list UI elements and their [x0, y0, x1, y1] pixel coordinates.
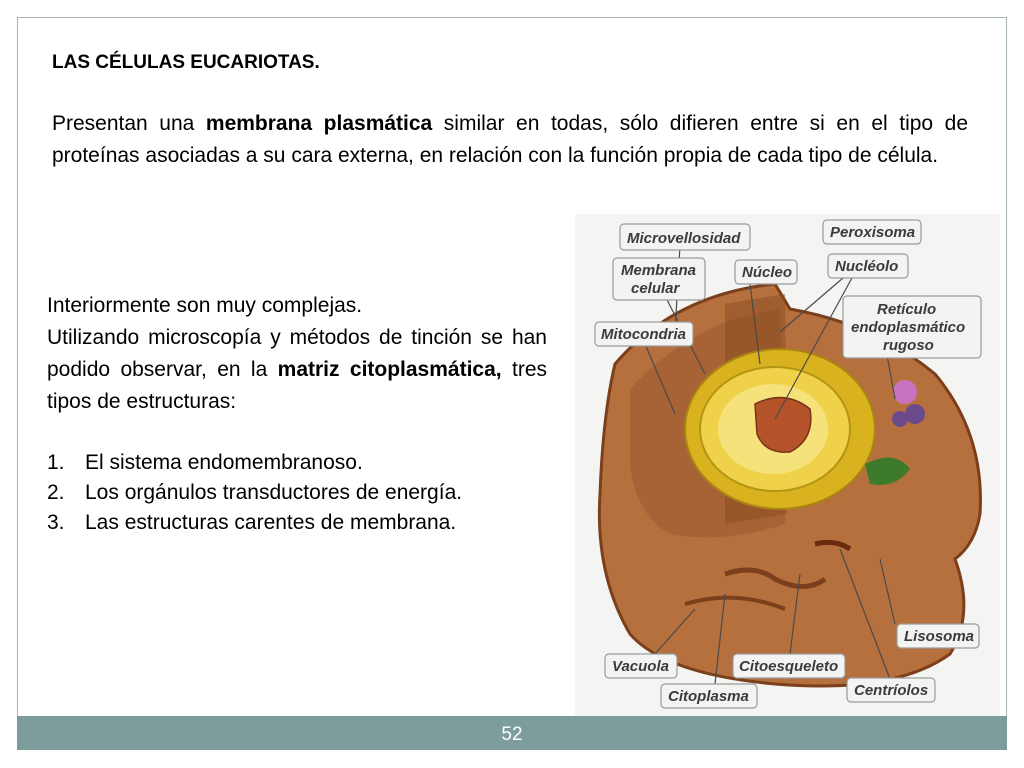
label-citoplasma [661, 684, 757, 708]
svg-text:endoplasmático: endoplasmático [851, 319, 966, 336]
label-citoesqueleto [733, 654, 845, 678]
intro-text-before: Presentan una [52, 112, 206, 135]
label-mitocondria [595, 322, 693, 346]
svg-text:rugoso: rugoso [883, 337, 934, 354]
structure-list [47, 448, 567, 538]
body-text-after: tres tipos de estructuras: [47, 358, 548, 413]
list-number: 2. [47, 481, 65, 504]
intro-paragraph [52, 108, 968, 172]
body-bold-term: matriz citoplasmática, [277, 358, 502, 381]
label-membrana-celular [613, 258, 705, 300]
label-vacuola [605, 654, 677, 678]
slide-title: LAS CÉLULAS EUCARIOTAS. [52, 52, 320, 73]
body-paragraph [47, 290, 547, 418]
svg-text:Microvellosidad: Microvellosidad [627, 230, 741, 247]
label-reticulo [843, 296, 981, 358]
body-line-1: Interiormente son muy complejas. [47, 294, 363, 317]
svg-text:Vacuola: Vacuola [612, 658, 669, 675]
page-number: 52 [501, 724, 523, 745]
svg-text:Peroxisoma: Peroxisoma [830, 224, 916, 241]
svg-text:Citoesqueleto: Citoesqueleto [739, 658, 839, 675]
list-text: Las estructuras carentes de membrana. [85, 511, 457, 534]
label-peroxisoma [823, 220, 921, 244]
svg-text:celular: celular [631, 280, 680, 297]
list-item [47, 478, 567, 508]
svg-text:Centríolos: Centríolos [854, 682, 929, 699]
svg-text:Nucléolo: Nucléolo [835, 258, 899, 275]
body-text-before: Utilizando microscopía y métodos de tinción se han podido observar, en la [47, 326, 547, 381]
label-nucleo [735, 260, 797, 284]
svg-text:Retículo: Retículo [877, 301, 937, 318]
intro-text-after: similar en todas, sólo difieren entre si en el tipo de proteínas asociadas a su cara externa, en relación con la función propia de cada tipo de célula. [52, 112, 969, 167]
label-centriolos [847, 678, 935, 702]
svg-text:Lisosoma: Lisosoma [904, 628, 975, 645]
label-nucleolo [828, 254, 908, 278]
list-text: Los orgánulos transductores de energía. [85, 481, 463, 504]
label-microvellosidad [620, 224, 750, 250]
svg-text:Citoplasma: Citoplasma [668, 688, 749, 705]
svg-text:Membrana: Membrana [621, 262, 697, 279]
svg-text:Mitocondria: Mitocondria [601, 326, 686, 343]
eukaryotic-cell-diagram [575, 214, 1000, 736]
list-item [47, 508, 567, 538]
list-number: 1. [47, 451, 65, 474]
svg-text:Núcleo: Núcleo [742, 264, 793, 281]
intro-bold-term: membrana plasmática [205, 112, 433, 135]
list-text: El sistema endomembranoso. [85, 451, 363, 474]
list-item [47, 448, 567, 478]
label-lisosoma [897, 624, 979, 648]
list-number: 3. [47, 511, 65, 534]
